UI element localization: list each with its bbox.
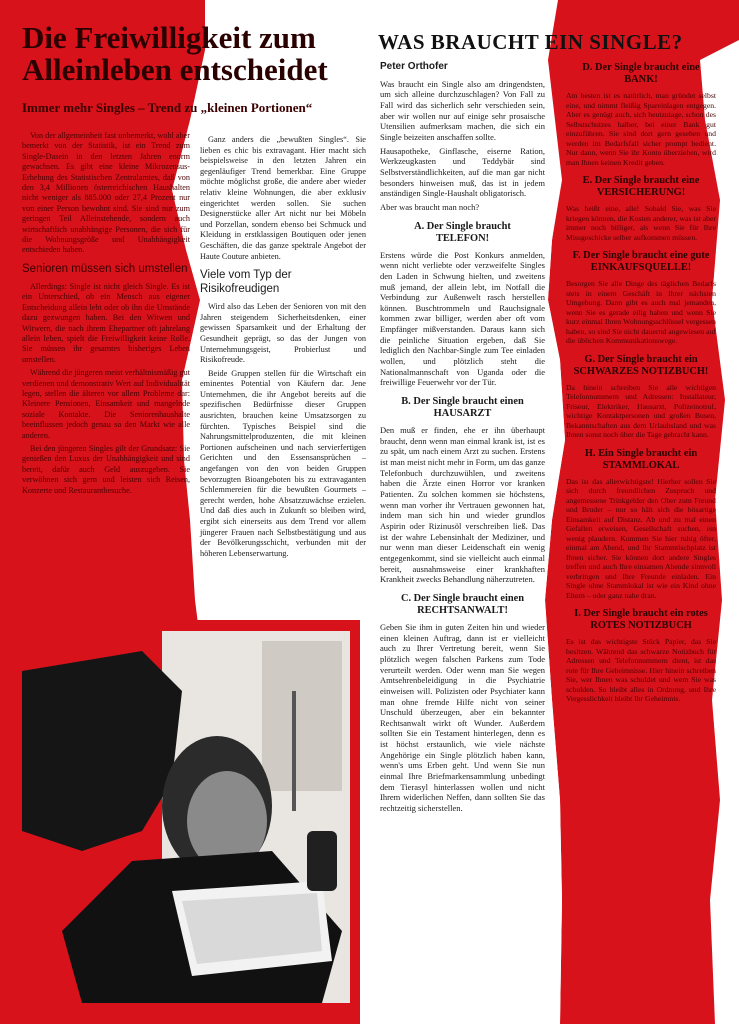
section-h-title1: H. Ein Single braucht ein [584, 447, 698, 459]
left-column-2 [200, 135, 366, 562]
section-i-title2: ROTES NOTIZBUCH [590, 620, 692, 631]
photo-illustration [22, 631, 350, 1003]
left-col1-paragraph: Von der allgemeinheit fast unbemerkt, wohl aber bemerkt von der Statistik, ist ein Trend zum Single-Dasein in den letzten Jahren enorm gewachsen. Es gibt eine kleine Mikrozensus-Erhebung des Statistischen Zentralamtes, daß von den 3,4 Millionen österreichischen Haushalten nicht weniger als 885.000 oder 27,4 Prozent nur von einer Person bewohnt sind. Sie sind nur zum geringen Teil Alleinstehende, sondern auch wirtschaftlich unabhängige Personen, die sich für die Wohnungsgröße und Unabhängigkeit entschieden haben. [22, 131, 190, 255]
section-e-heading [566, 175, 716, 199]
right-column-2 [566, 62, 716, 707]
section-b-heading [380, 396, 545, 420]
section-i-title1: I. Der Single braucht ein rotes [574, 608, 708, 619]
left-col2-paragraph: Ganz anders die „bewußten Singles“. Sie lieben es chic bis extravagant. Hier macht sich beispielsweise in den letzten Jahren ein gegenläufiger Trend bemerkbar. Eine Gruppe möchte möglichst große, die andere aber wieder relativ kleine Wohnungen, die aber exklusiv eingerichtet werden sollen. Sie suchen Designerstücke aller Art nicht nur bei Möbeln und Porzellan, sondern ebenso bei Schmuck und Kleidung in erstklassigen Boutiquen oder jenen Geschäften, die das ganze spektrale Angebot der Haute Couture anbieten. [200, 135, 366, 261]
section-e-title1: E. Der Single braucht eine [582, 175, 700, 186]
left-headline: Die Freiwilligkeit zum Alleinleben entscheidet [22, 20, 328, 87]
left-col1-paragraph: Während die jüngeren meist verhältnismäßig gut verdienen und demonstrativ Wert auf Individualität legen, stellen die älteren vor allem Probleme dar: Kleinere Pensionen, Einsamkeit und mangelnde soziale Kontakte. Die Seniorenhaushalte beeinflussen jedoch genau so den Markt wie alle anderen. [22, 368, 190, 440]
section-i-text: Es ist das wichtigste Stück Papier, das Sie besitzen. Während das schwarze Notizbuch für Adressen und Telefonnummern dient, ist das rote für Ihre Geheimnisse. Hier hinein schreiben Sie, wer Ihnen was schuldet und wem Sie was schulden. So bleibt alles in Ordnung, und Ihre Vergesslichkeit bleibt Ihr Geheimnis. [566, 637, 716, 703]
section-a-title2: TELEFON! [435, 232, 490, 244]
section-c-title2: RECHTSANWALT! [417, 604, 508, 616]
section-e-text: Was heißt eine, alle! Sobald Sie, was Sie kriegen können, die Kosten anderer, was ist aber immer noch billiger, als wenn Sie für Ihre Missgeschicke selber aufkommen müssen. [566, 204, 716, 242]
section-f-title2: EINKAUFSQUELLE! [590, 262, 692, 273]
section-h-title2: STAMMLOKAL [602, 459, 680, 471]
intro-paragraph: Aber was braucht man noch? [380, 201, 480, 212]
section-a-heading [380, 221, 545, 245]
section-f-title1: F. Der Single braucht eine gute [572, 250, 710, 261]
section-a-text: Erstens würde die Post Konkurs anmelden, wenn nicht verliebte oder verzweifelte Singles den Laden in Schwung hielten, und zweitens muß jemand, der allein lebt, im Notfall die Verbindung zur Außenwelt rasch herstellen können. Buschtrommeln und Rauchsignale kommen zwar billiger, werden aber oft vom Empfänger mißverstanden. Daraus kann sich die peinliche Situation ergeben, daß Sie lediglich den Nachbar-Single zum Tee einladen wollen, und plötzlich steht die Nationalmannschaft von Uganda oder die freiwillige Feuerwehr vor der Tür. [380, 249, 545, 388]
section-b-text: Den muß er finden, ehe er ihn überhaupt braucht, denn wenn man einmal krank ist, ist es zu spät, um nach einem Arzt zu suchen. Erstens ist man meist nicht mehr in Form, um das ganze Telefonbuch durchzuwühlen, und zweitens haben die Ärzte einen Horror vor kranken Patienten. Zu solchen kommen sie höchstens, wenn man vorher ihr Vertrauen gewonnen hat, indem man sich hin und wieder grundlos Aspirin oder Rizinusöl verschreiben ließ. Das ist der wahre Lebensinhalt der Mediziner, und nur wenn man dieser Leidenschaft ein wenig entgegenkommt, sind sie vielleicht auch einmal bereit, ausnahmsweise einer krankhaften Krankheit zwecks Behandlung näherzutreten. [380, 425, 545, 585]
section-d-title1: D. Der Single braucht eine [582, 62, 700, 73]
right-headline: WAS BRAUCHT EIN SINGLE? [378, 30, 683, 54]
left-col2-paragraph: Beide Gruppen stellen für die Wirtschaft ein eminentes Potential von Käufern dar. Jene Unternehmen, die ihr Angebot bereits auf die spezifischen Bedürfnisse dieser Gruppen ausrichten, brauchen keine Umsatzsorgen zu fürchten. Typisches Beispiel sind die Nahrungsmittelproduzenten, die mit kleinen Portionen aufscheinen und nach servierfertigen Gerichten und den Essensansprüchen – angefangen von den von beiden Gruppen bevorzugten Bioangeboten bis zu extravaganten Schlemmereien für die bewußten Gourmets – gerecht werden, hohe Absatzzuwächse erzielen. Und daß dies auch in Zukunft so bleiben wird, ergibt sich einerseits aus dem Trend vor allem jüngerer Frauen nach Selbstbestätigung und aus der Bevölkerungsschicht, verbunden mit der höheren Lebenserwartung. [200, 368, 366, 558]
section-d-text: Am besten ist es natürlich, man gründet selbst eine, und nimmt fleißig Spareinlagen entgegen. Aber es genügt auch, sich heutzutage, schon des Selbstschutzes halber, bei einer Bank gut einzuführen. Sie sind dort gern gesehen und werden im Bedarfsfall sicher prompt bedient. Nur dann, wenn Sie ihr Konto überziehen, wird man Ihnen keinen Kredit geben. [566, 91, 716, 167]
left-column-1 [22, 131, 190, 499]
intro-paragraph: Hausapotheke, Ginflasche, eiserne Ration, Werkzeugkasten und Teddybär sind Selbstverständlichkeiten, auf die man gar nicht besonders hinweisen muß, das ist in jedem anständigen Single-Haushalt obligatorisch. [380, 145, 545, 199]
left-subheadline: Immer mehr Singles – Trend zu „kleinen Portionen“ [22, 100, 313, 115]
left-col1-paragraph: Bei den jüngeren Singles gilt der Grundsatz: Sie genießen den Luxus der Unabhängigkeit und sind bereit, dafür auch Geld auszugeben. Sie verwöhnen sich gern und leisten sich Reisen, Konzerte und Restaurantbesuche. [22, 443, 190, 495]
section-a-title1: A. Der Single braucht [414, 220, 511, 232]
man-reading-photo [22, 631, 350, 1003]
section-g-title1: G. Der Single braucht ein [584, 353, 698, 365]
section-c-text: Geben Sie ihm in guten Zeiten hin und wieder einen kleinen Auftrag, dann ist er vielleicht auch zu Ihrer Vertretung bereit, wenn Sie plötzlich wegen falschen Parkens zum Tode verurteilt werden. Oder wenn man Sie wegen Amtsehrenbeleidigung in die Psychiatrie einweisen will. Polizisten oder Psychiater kann man ohne fremde Hilfe nicht von seiner Unschuld überzeugen, aber ein bekannter Rechtsanwalt wirkt oft Wunder. Außerdem sollten Sie ein Testament hinterlegen, denn es ist höchst erstaunlich, wie viele nächste Angehörige ein Single plötzlich haben kann, wenn's ums Erben geht. Und wenn Sie nun einmal Ihre Briefmarkensammlung unbedingt dem Tierasyl hinterlassen wollen und nicht Ihrem widerlichen Neffen, dann sollten Sie das rechtzeitig sicherstellen. [380, 621, 545, 814]
section-h-text: Das ist das allerwichtigste! Hierher sollen Sie sich durch freundlichen Zuspruch und angemessene Trinkgelder den Ober zum Freund und Bruder – nur so hält sich die bösartige Einsamkeit auf Distanz. Ab und zu mal einen Gefallen erweisen, Gesellschaft suchen, ein wenig plaudern. Kommen Sie hier ruhig öfter, einmal am Abend, und Ihr Stammtischplatz ist Ihnen sicher. Sie können dort andere Singles treffen und auch Ihre einsamen Abende sinnvoll verbringen und Ihre Freunde einladen. Ein Single ohne Stammlokal ist wie ein Kind ohne Eltern – oder ganz nahe dran. [566, 476, 716, 600]
left-col2-paragraph: Wird also das Leben der Senioren von mit den Jahren steigendem Sicherheitsdenken, einer gewissen Sparsamkeit und der Erhaltung der Gesundheit geprägt, so das der Jungen von Unternehmungsgeist, Probierlust und Risikofreude. [200, 302, 366, 365]
section-f-heading [566, 250, 716, 274]
left-col1-subhead: Senioren müssen sich umstellen [22, 262, 188, 275]
left-col2-subhead: Viele vom Typ der Risikofreudigen [200, 269, 292, 296]
section-i-heading [566, 608, 716, 632]
section-d-title2: BANK! [624, 74, 658, 85]
section-g-title2: SCHWARZES NOTIZBUCH! [573, 365, 709, 377]
section-g-text: Da hinein schreiben Sie alle wichtigen Telefonnummern und Adressen: Installateur, Friseur, Elektriker, Hausarzt, Polizeinotruf, wichtige Kontaktpersonen und großen Busen, Bekanntschaften aus dem Urlaubsland und was Ihnen sonst noch über die Tage gebracht kann. [566, 382, 716, 439]
section-c-heading [380, 593, 545, 617]
left-col1-paragraph: Allerdings: Single ist nicht gleich Single. Es ist ein Unterschied, ob ein Mensch aus eigener Entscheidung allein lebt oder ob ihn die Umstände dazu gezwungen haben. Bei den Witwen und Witwern, die nach ihrem Ehepartner oft jahrelang allein leben, spielt die Freiwilligkeit keine Rolle. Sie müssen ihr gesamtes bisheriges Leben umstellen. [22, 281, 190, 364]
section-f-text: Besorgen Sie alle Dinge des täglichen Bedarfs stets in einem Geschäft in Ihrer nächsten Umgebung. Dann gibt es auch mal jemanden, wenn Sie es gerade eilig haben und wenn Sie kurz einmal Ihren Wohnungsschlüssel vergessen haben, so sind Sie nicht dauernd angewiesen auf die üblichen Kommunikationswege. [566, 279, 716, 345]
section-h-heading [566, 448, 716, 472]
section-e-title2: VERSICHERUNG! [596, 187, 686, 198]
section-d-heading [566, 62, 716, 86]
intro-paragraph: Was braucht ein Single also am dringendsten, um sich alleine durchzuschlagen? Von Fall zu Fall wird das sicherlich sehr verschieden sein, aber wir wollen nur auf einige sehr prosaische Utensilien aufmerksam machen, die sich ein Single beizeiten anschaffen sollte. [380, 78, 545, 142]
section-b-title2: HAUSARZT [433, 408, 492, 420]
author-name: Peter Orthofer [380, 61, 448, 72]
section-c-title1: C. Der Single braucht einen [400, 592, 525, 604]
right-column-1 [380, 62, 545, 817]
section-b-title1: B. Der Single braucht einen [401, 396, 524, 408]
section-g-heading [566, 354, 716, 378]
